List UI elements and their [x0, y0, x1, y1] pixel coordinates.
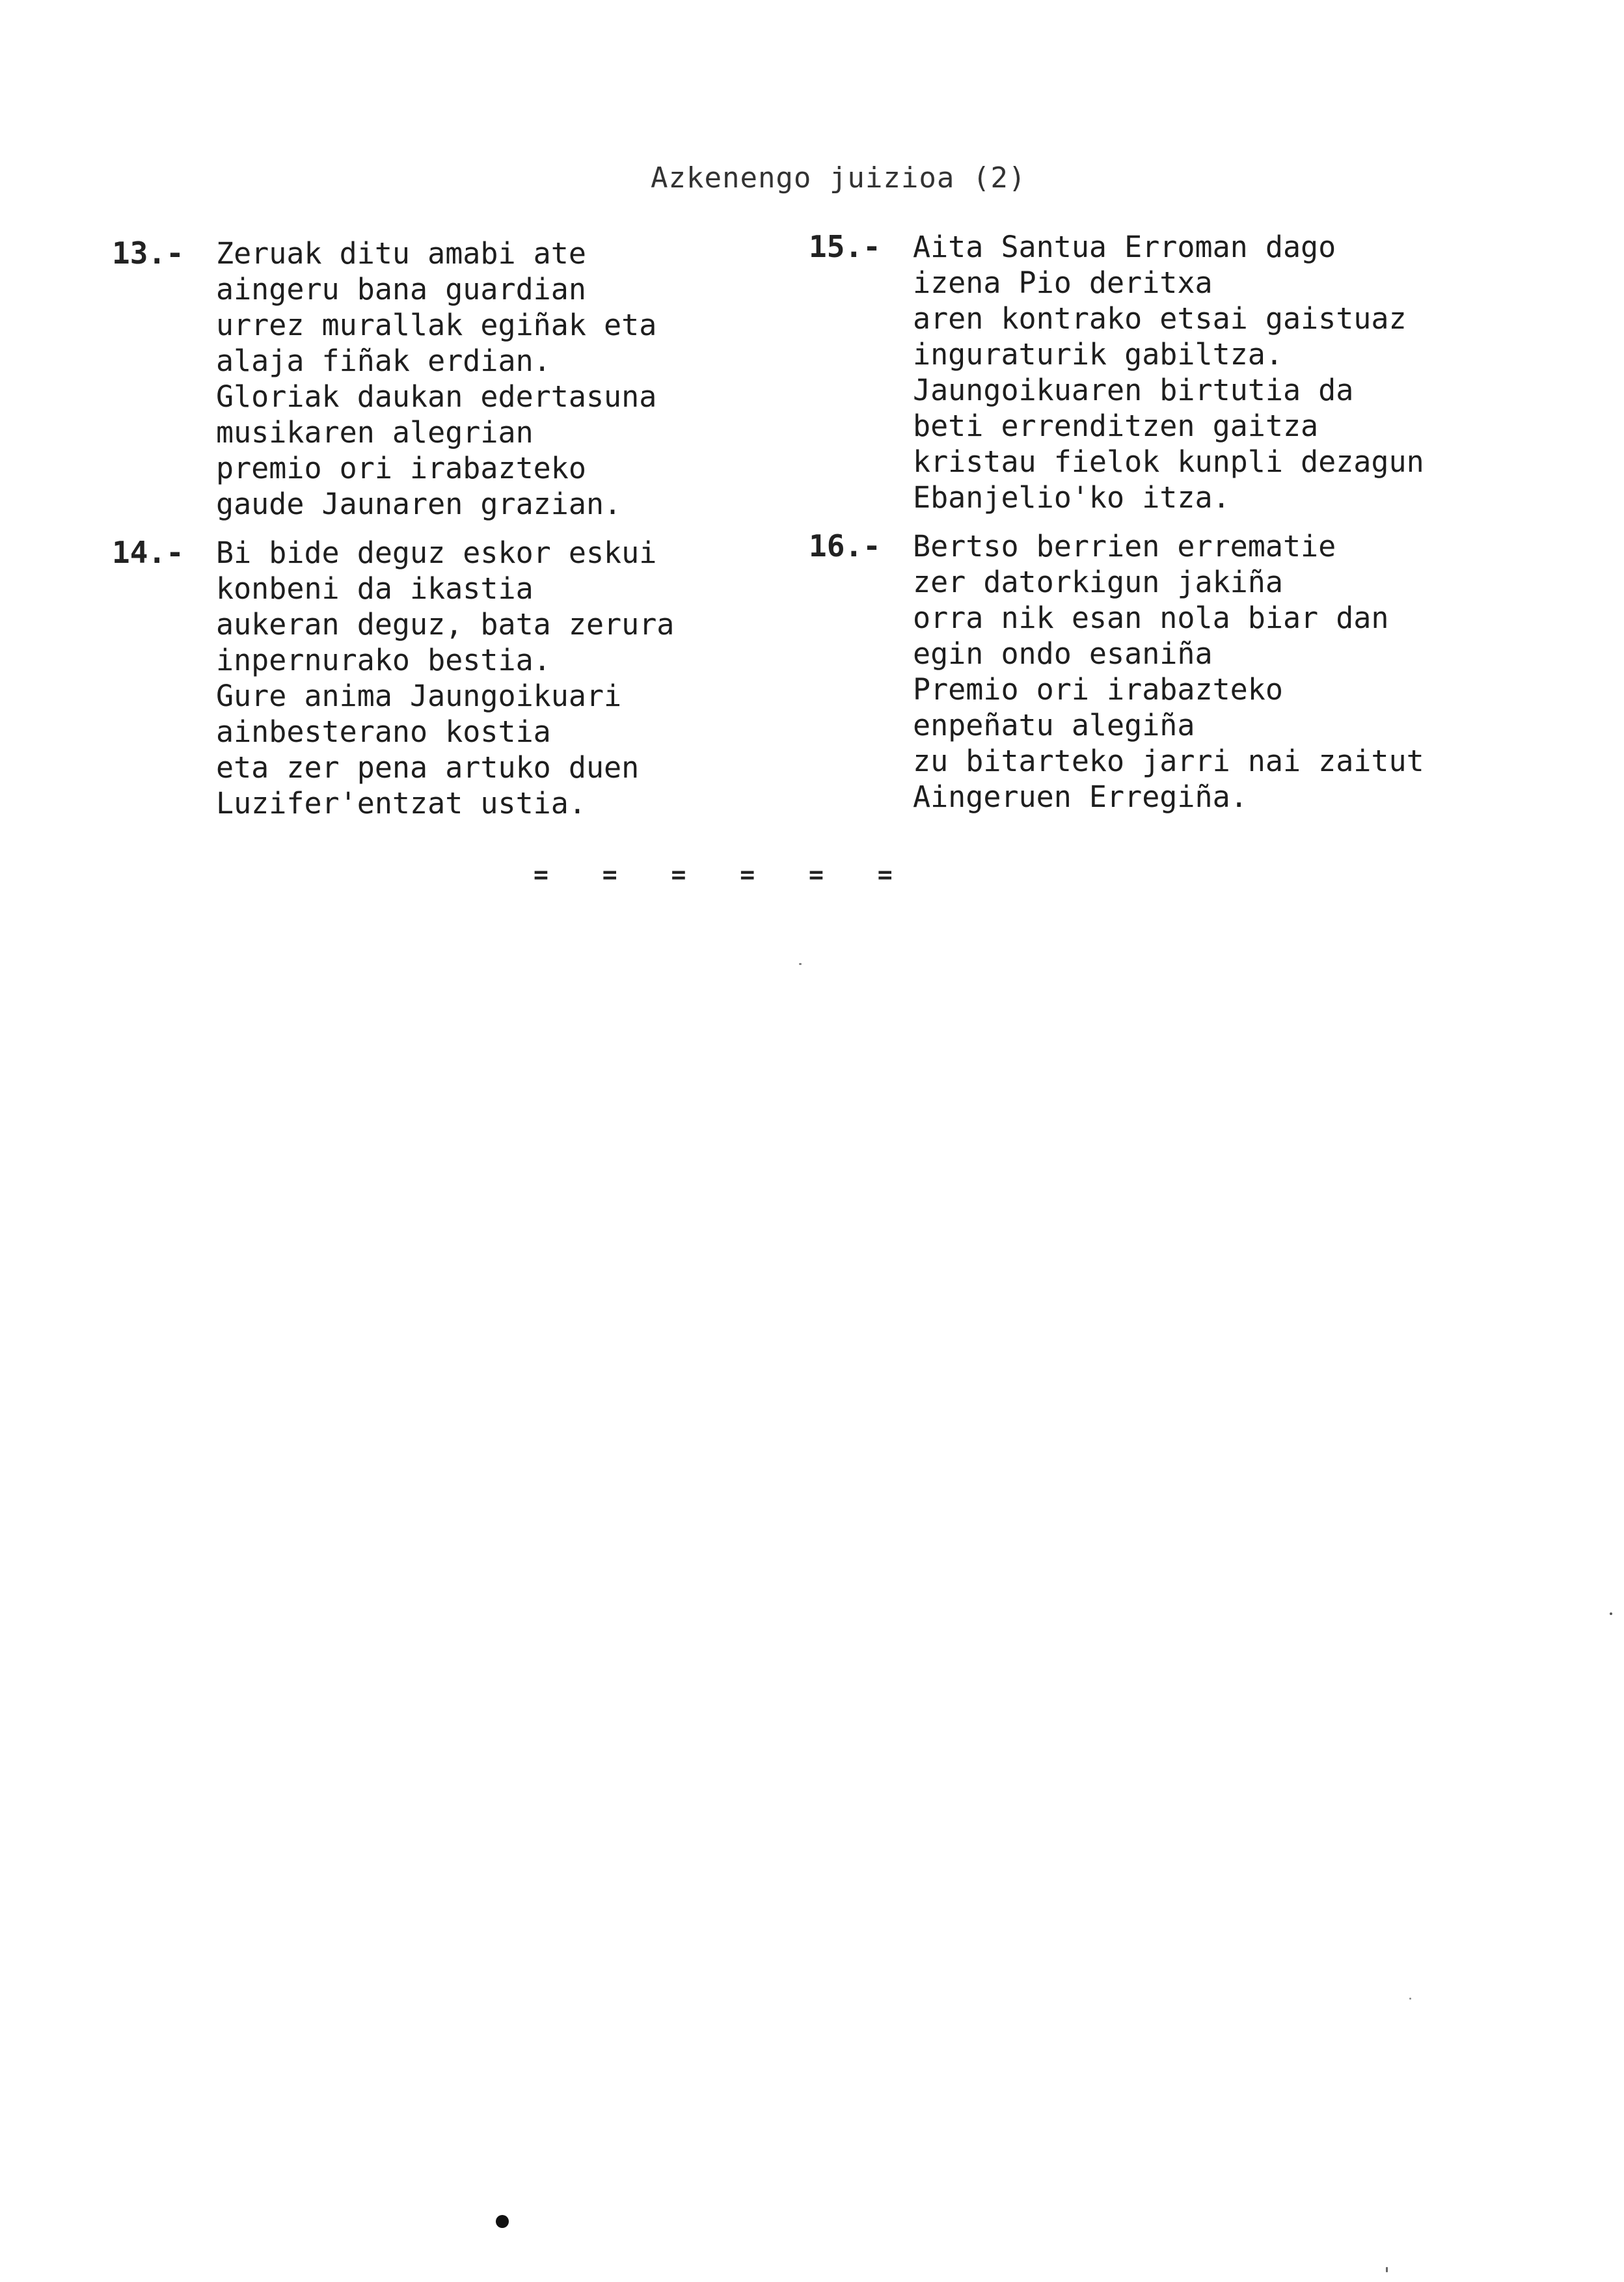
ink-speck [799, 963, 802, 965]
stanza-lines [216, 236, 656, 522]
verse-line: aingeru bana guardian [216, 272, 586, 306]
verse-line: Ebanjelio'ko itza. [913, 480, 1230, 515]
stanza-lines [216, 535, 674, 821]
verse-line: alaja fiñak erdian. [216, 344, 551, 378]
ink-speck [1409, 1998, 1411, 2000]
verse-line: Aingeruen Erregiña. [913, 780, 1248, 814]
verse-line: inpernurako bestia. [216, 643, 551, 677]
verse-line: zu bitarteko jarri nai zaitut [913, 744, 1424, 778]
verse-line: Luzifer'entzat ustia. [216, 786, 586, 821]
verse-line: zer datorkigun jakiña [913, 565, 1283, 599]
stanza-lines [913, 528, 1424, 815]
stanza-lines [913, 229, 1424, 515]
verse-line: urrez murallak egiñak eta [216, 308, 657, 342]
verse-line: Gure anima Jaungoikuari [216, 679, 622, 713]
ink-speck [1610, 1612, 1612, 1615]
verse-line: aukeran deguz, bata zerura [216, 607, 675, 642]
verse-line: eta zer pena artuko duen [216, 750, 640, 785]
verse-line: aren kontrako etsai gaistuaz [913, 301, 1407, 336]
verse-line: premio ori irabazteko [216, 451, 586, 485]
verse-line: enpeñatu alegiña [913, 708, 1195, 742]
verse-line: Aita Santua Erroman dago [913, 230, 1336, 264]
verse-line: kristau fielok kunpli dezagun [913, 444, 1424, 479]
verse-line: Bertso berrien errematie [913, 529, 1336, 564]
verse-line: egin ondo esaniña [913, 636, 1213, 671]
page-title: Azkenengo juizioa (2) [651, 161, 1027, 195]
verse-line: gaude Jaunaren grazian. [216, 487, 622, 521]
verse-line: inguraturik gabiltza. [913, 337, 1283, 372]
stanza-number: 16.- [809, 528, 881, 564]
stanza-number: 15.- [809, 229, 881, 264]
stanza-number: 14.- [112, 535, 184, 570]
verse-line: Bi bide deguz eskor eskui [216, 536, 657, 570]
ink-speck [1386, 2267, 1388, 2272]
verse-line: Jaungoikuaren birtutia da [913, 373, 1354, 407]
verse-line: beti errenditzen gaitza [913, 409, 1319, 443]
verse-line: konbeni da ikastia [216, 571, 534, 606]
stanza-number: 13.- [112, 236, 184, 271]
section-separator: = = = = = = [534, 860, 893, 889]
verse-line: orra nik esan nola biar dan [913, 601, 1389, 635]
verse-line: Gloriak daukan edertasuna [216, 379, 657, 414]
verse-line: Premio ori irabazteko [913, 672, 1283, 707]
verse-line: musikaren alegrian [216, 415, 534, 450]
ink-dot [496, 2215, 509, 2228]
verse-line: ainbesterano kostia [216, 714, 551, 749]
verse-line: izena Pio deritxa [913, 265, 1213, 300]
verse-line: Zeruak ditu amabi ate [216, 236, 586, 271]
